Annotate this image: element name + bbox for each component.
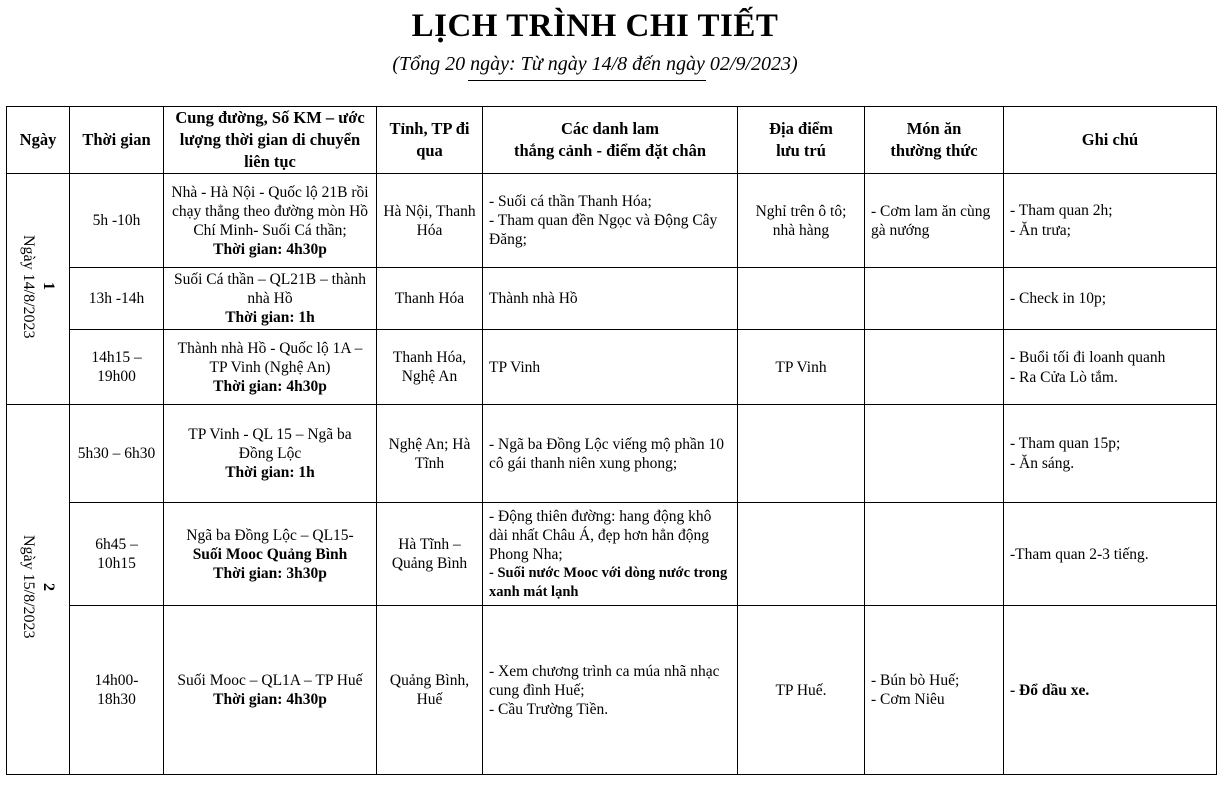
stay-cell: TP Huế.	[738, 606, 865, 775]
province-cell: Thanh Hóa	[377, 268, 483, 330]
header-province: Tỉnh, TP đi qua	[377, 107, 483, 174]
stay-cell	[738, 503, 865, 606]
page-subtitle: (Tổng 20 ngày: Từ ngày 14/8 đến ngày 02/9/2023)	[392, 53, 798, 75]
route-cell: Nhà - Hà Nội - Quốc lộ 21B rồi chạy thẳng theo đường mòn Hồ Chí Minh- Suối Cá thần; Thời gian: 4h30p	[164, 174, 377, 268]
stay-cell: Nghỉ trên ô tô; nhà hàng	[738, 174, 865, 268]
table-row	[7, 268, 1217, 330]
sights-cell: - Xem chương trình ca múa nhã nhạc cung đình Huế; - Cầu Trường Tiền.	[483, 606, 738, 775]
day-number: 1	[40, 282, 57, 291]
header-stay: Địa điểm lưu trú	[738, 107, 865, 174]
route-cell: TP Vinh - QL 15 – Ngã ba Đồng Lộc Thời gian: 1h	[164, 405, 377, 503]
time-cell: 14h00- 18h30	[70, 606, 164, 775]
route-cell: Suối Cá thần – QL21B – thành nhà Hồ Thời gian: 1h	[164, 268, 377, 330]
day-date: Ngày 15/8/2023	[20, 535, 37, 639]
route-cell: Thành nhà Hồ - Quốc lộ 1A – TP Vinh (Nghệ An) Thời gian: 4h30p	[164, 330, 377, 405]
header-food: Món ăn thường thức	[865, 107, 1004, 174]
stay-cell: TP Vinh	[738, 330, 865, 405]
schedule-table	[6, 106, 1217, 775]
notes-cell: -Tham quan 2-3 tiếng.	[1004, 503, 1217, 606]
header-row	[7, 107, 1217, 174]
stay-cell	[738, 268, 865, 330]
sights-cell: - Ngã ba Đồng Lộc viếng mộ phần 10 cô gái thanh niên xung phong;	[483, 405, 738, 503]
subtitle-underline	[468, 80, 706, 81]
table-row	[7, 606, 1217, 775]
day-cell-2	[7, 405, 70, 775]
table-row	[7, 503, 1217, 606]
province-cell: Nghệ An; Hà Tĩnh	[377, 405, 483, 503]
header-notes: Ghi chú	[1004, 107, 1217, 174]
time-cell: 13h -14h	[70, 268, 164, 330]
header-day: Ngày	[7, 107, 70, 174]
food-cell: - Bún bò Huế; - Cơm Niêu	[865, 606, 1004, 775]
province-cell: Thanh Hóa, Nghệ An	[377, 330, 483, 405]
notes-cell: - Đổ dầu xe.	[1004, 606, 1217, 775]
day-cell-1	[7, 174, 70, 405]
table-row	[7, 330, 1217, 405]
notes-cell: - Buổi tối đi loanh quanh - Ra Cửa Lò tắm.	[1004, 330, 1217, 405]
sights-cell: - Suối cá thần Thanh Hóa; - Tham quan đền Ngọc và Động Cây Đăng;	[483, 174, 738, 268]
province-cell: Hà Tĩnh – Quảng Bình	[377, 503, 483, 606]
food-cell	[865, 330, 1004, 405]
header-route: Cung đường, Số KM – ước lượng thời gian di chuyển liên tục	[164, 107, 377, 174]
time-cell: 5h30 – 6h30	[70, 405, 164, 503]
header-time: Thời gian	[70, 107, 164, 174]
food-cell	[865, 405, 1004, 503]
food-cell: - Cơm lam ăn cùng gà nướng	[865, 174, 1004, 268]
food-cell	[865, 268, 1004, 330]
page-title: LỊCH TRÌNH CHI TIẾT	[411, 8, 779, 44]
sights-cell: - Động thiên đường: hang động khô dài nhất Châu Á, đẹp hơn hẳn động Phong Nha; - Suối nước Mooc với dòng nước trong xanh mát lạnh	[483, 503, 738, 606]
header-sights: Các danh lam thắng cảnh - điểm đặt chân	[483, 107, 738, 174]
time-cell: 5h -10h	[70, 174, 164, 268]
route-cell: Ngã ba Đồng Lộc – QL15- Suối Mooc Quảng Bình Thời gian: 3h30p	[164, 503, 377, 606]
stay-cell	[738, 405, 865, 503]
route-cell: Suối Mooc – QL1A – TP Huế Thời gian: 4h30p	[164, 606, 377, 775]
table-row	[7, 174, 1217, 268]
time-cell: 14h15 – 19h00	[70, 330, 164, 405]
notes-cell: - Check in 10p;	[1004, 268, 1217, 330]
notes-cell: - Tham quan 2h; - Ăn trưa;	[1004, 174, 1217, 268]
province-cell: Quảng Bình, Huế	[377, 606, 483, 775]
table-row	[7, 405, 1217, 503]
province-cell: Hà Nội, Thanh Hóa	[377, 174, 483, 268]
sights-cell: TP Vinh	[483, 330, 738, 405]
notes-cell: - Tham quan 15p; - Ăn sáng.	[1004, 405, 1217, 503]
food-cell	[865, 503, 1004, 606]
sights-cell: Thành nhà Hồ	[483, 268, 738, 330]
day-date: Ngày 14/8/2023	[20, 234, 37, 339]
day-number: 2	[40, 582, 57, 591]
time-cell: 6h45 – 10h15	[70, 503, 164, 606]
